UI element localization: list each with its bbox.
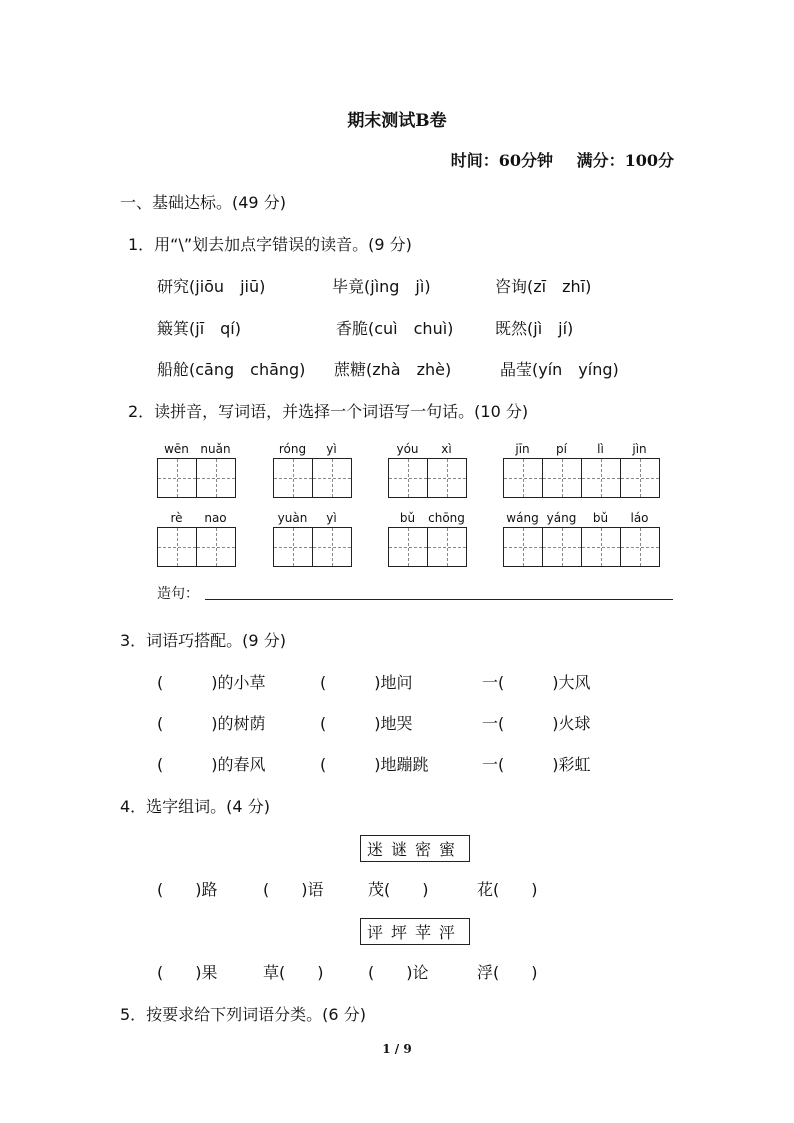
pinyin: bǔ — [592, 511, 609, 525]
q4-item: 花( ) — [477, 880, 538, 899]
pinyin: yì — [326, 511, 337, 525]
pinyin: pí — [556, 442, 567, 456]
section-1-heading: 一、基础达标。(49 分) — [120, 193, 286, 212]
q4-item: 浮( ) — [477, 963, 538, 982]
exam-meta — [433, 148, 674, 171]
pinyin: bǔ — [399, 511, 416, 525]
pinyin: róng — [278, 442, 307, 456]
q3-item: ( )的小草 — [157, 673, 266, 692]
q1-item: 毕竟(jìng jì) — [332, 277, 431, 296]
pinyin: chōng — [428, 511, 465, 525]
time-limit: 时间：60分钟 — [450, 151, 554, 170]
q3-item: ( )地哭 — [320, 714, 413, 733]
q1-item: 晶莹(yín yíng) — [500, 360, 619, 379]
pinyin: xì — [441, 442, 452, 456]
pinyin: jīn — [515, 442, 530, 456]
pinyin: yì — [326, 442, 337, 456]
q1-item: 研究(jiōu jiū) — [157, 277, 266, 296]
q1-item: 咨询(zī zhī) — [495, 277, 592, 296]
sentence-answer-line[interactable] — [205, 599, 673, 600]
pinyin: lì — [597, 442, 604, 456]
pinyin: nao — [204, 511, 227, 525]
pinyin-grid[interactable] — [273, 442, 352, 498]
pinyin: yuàn — [277, 511, 308, 525]
q1-item: 既然(jì jí) — [495, 319, 574, 338]
pinyin: láo — [630, 511, 649, 525]
character-choice-box: 迷谜密蜜 — [360, 835, 470, 862]
pinyin-grid[interactable] — [503, 511, 660, 567]
q1-item: 船舱(cāng chāng) — [157, 360, 306, 379]
pinyin: wēn — [164, 442, 189, 456]
q3-item: ( )地问 — [320, 673, 413, 692]
pinyin: yáng — [546, 511, 577, 525]
q4-prompt: 4．选字组词。(4 分) — [120, 797, 270, 816]
q4-item: ( )路 — [157, 880, 218, 899]
pinyin-grid[interactable] — [157, 442, 236, 498]
q4-item: ( )论 — [368, 963, 429, 982]
q3-item: ( )的树荫 — [157, 714, 266, 733]
page-title: 期末测试B卷 — [347, 111, 447, 131]
q4-item: 草( ) — [263, 963, 324, 982]
pinyin: wáng — [506, 511, 539, 525]
pinyin-grid[interactable] — [157, 511, 236, 567]
q3-item: 一( )火球 — [482, 714, 591, 733]
page-number: 1 / 9 — [382, 1042, 412, 1056]
pinyin-grid[interactable] — [503, 442, 660, 498]
q3-item: ( )地蹦跳 — [320, 755, 429, 774]
pinyin-grid[interactable] — [388, 511, 467, 567]
q5-prompt: 5．按要求给下列词语分类。(6 分) — [120, 1005, 366, 1024]
q1-prompt: 1．用“\”划去加点字错误的读音。(9 分) — [128, 235, 412, 254]
q3-prompt: 3．词语巧搭配。(9 分) — [120, 631, 286, 650]
pinyin: jìn — [632, 442, 647, 456]
q2-prompt: 2．读拼音，写词语，并选择一个词语写一句话。(10 分) — [128, 402, 529, 421]
q1-item: 簸箕(jī qí) — [157, 319, 241, 338]
pinyin-grid[interactable] — [273, 511, 352, 567]
full-score: 满分：100分 — [576, 151, 674, 170]
sentence-label: 造句： — [157, 586, 199, 602]
pinyin-grid[interactable] — [388, 442, 467, 498]
q1-item: 蔗糖(zhà zhè) — [334, 360, 452, 379]
q4-item: ( )语 — [263, 880, 324, 899]
pinyin: yóu — [396, 442, 419, 456]
q4-item: 茂( ) — [368, 880, 429, 899]
q3-item: ( )的春风 — [157, 755, 266, 774]
q4-item: ( )果 — [157, 963, 218, 982]
character-choice-box: 评坪苹泙 — [360, 918, 470, 945]
q3-item: 一( )大风 — [482, 673, 591, 692]
q1-item: 香脆(cuì chuì) — [336, 319, 454, 338]
pinyin: rè — [170, 511, 183, 525]
q3-item: 一( )彩虹 — [482, 755, 591, 774]
pinyin: nuǎn — [200, 442, 231, 456]
